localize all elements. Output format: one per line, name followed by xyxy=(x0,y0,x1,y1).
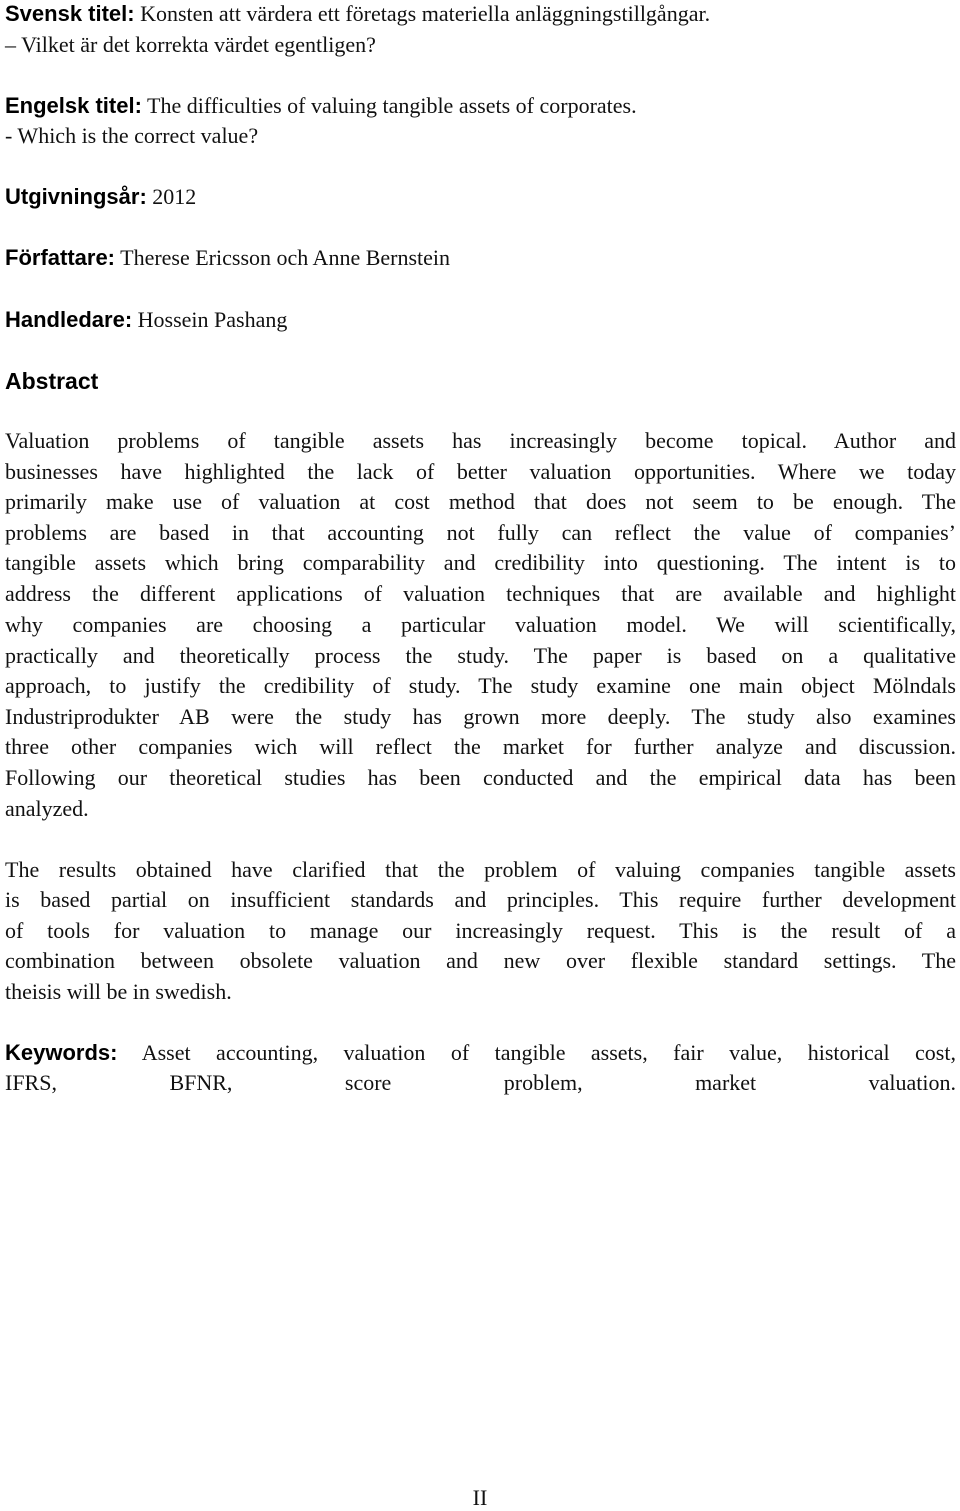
forfattare-value: Therese Ericsson och Anne Bernstein xyxy=(120,245,451,270)
handledare-value: Hossein Pashang xyxy=(137,307,288,332)
abstract-p1-line: Following our theoretical studies has been conducted and the empirical data has been xyxy=(5,765,956,790)
keywords-line-2: IFRS, BFNR, score problem, market valuation. xyxy=(5,1070,956,1095)
svensk-titel-line-2 xyxy=(5,31,956,59)
abstract-p1-line: address the different applications of valuation techniques that are available and highlight xyxy=(5,581,956,606)
abstract-p1-line: problems are based in that accounting not fully can reflect the value of companies’ xyxy=(5,520,956,545)
abstract-p1-line: tangible assets which bring comparability and credibility into questioning. The intent is to xyxy=(5,550,956,575)
handledare-label: Handledare: xyxy=(5,307,133,332)
keywords-line-1 xyxy=(5,1039,956,1067)
abstract-p1-line: Industriprodukter AB were the study has grown more deeply. The study also examines xyxy=(5,704,956,729)
utgivningsar-line xyxy=(5,183,956,211)
forfattare-label: Författare: xyxy=(5,245,116,270)
svensk-titel-label: Svensk titel: xyxy=(5,1,135,26)
abstract-p1-line: Valuation problems of tangible assets has increasingly become topical. Author and xyxy=(5,428,956,453)
abstract-p1-line: why companies are choosing a particular valuation model. We will scientifically, xyxy=(5,612,956,637)
abstract-p2-line: of tools for valuation to manage our increasingly request. This is the result of a xyxy=(5,918,956,943)
engelsk-titel-value: The difficulties of valuing tangible assets of corporates. xyxy=(147,93,637,118)
engelsk-titel-line-2 xyxy=(5,122,956,150)
abstract-heading: Abstract xyxy=(5,368,99,394)
engelsk-titel-line-1 xyxy=(5,92,956,120)
engelsk-titel-label: Engelsk titel: xyxy=(5,93,142,118)
abstract-p2-line: theisis will be in swedish. xyxy=(5,979,232,1004)
abstract-p2-line: combination between obsolete valuation and new over flexible standard settings. The xyxy=(5,948,956,973)
page-number: II xyxy=(472,1485,488,1510)
utgivningsar-label: Utgivningsår: xyxy=(5,184,147,209)
abstract-p1-line: three other companies wich will reflect the market for further analyze and discussion. xyxy=(5,734,956,759)
keywords-label: Keywords: xyxy=(5,1040,118,1065)
abstract-p1-line: approach, to justify the credibility of study. The study examine one main object Mölndals xyxy=(5,673,956,698)
abstract-p1-line: businesses have highlighted the lack of better valuation opportunities. Where we today xyxy=(5,459,956,484)
svensk-titel-value: Konsten att värdera ett företags materiella anläggningstillgångar. xyxy=(140,1,711,26)
engelsk-titel-subtitle: - Which is the correct value? xyxy=(5,123,259,148)
forfattare-line xyxy=(5,244,956,272)
abstract-p1-line: analyzed. xyxy=(5,796,89,821)
abstract-p2-line: is based partial on insufficient standards and principles. This require further development xyxy=(5,887,956,912)
abstract-p1-line: practically and theoretically process the study. The paper is based on a qualitative xyxy=(5,643,956,668)
svensk-titel-line-1 xyxy=(5,0,956,28)
abstract-p2-line: The results obtained have clarified that the problem of valuing companies tangible assets xyxy=(5,857,956,882)
svensk-titel-subtitle: – Vilket är det korrekta värdet egentligen? xyxy=(5,32,376,57)
keywords-value: Asset accounting, valuation of tangible assets, fair value, historical cost, xyxy=(141,1040,956,1065)
handledare-line xyxy=(5,306,956,334)
utgivningsar-value: 2012 xyxy=(152,184,197,209)
abstract-p1-line: primarily make use of valuation at cost method that does not seem to be enough. The xyxy=(5,489,956,514)
